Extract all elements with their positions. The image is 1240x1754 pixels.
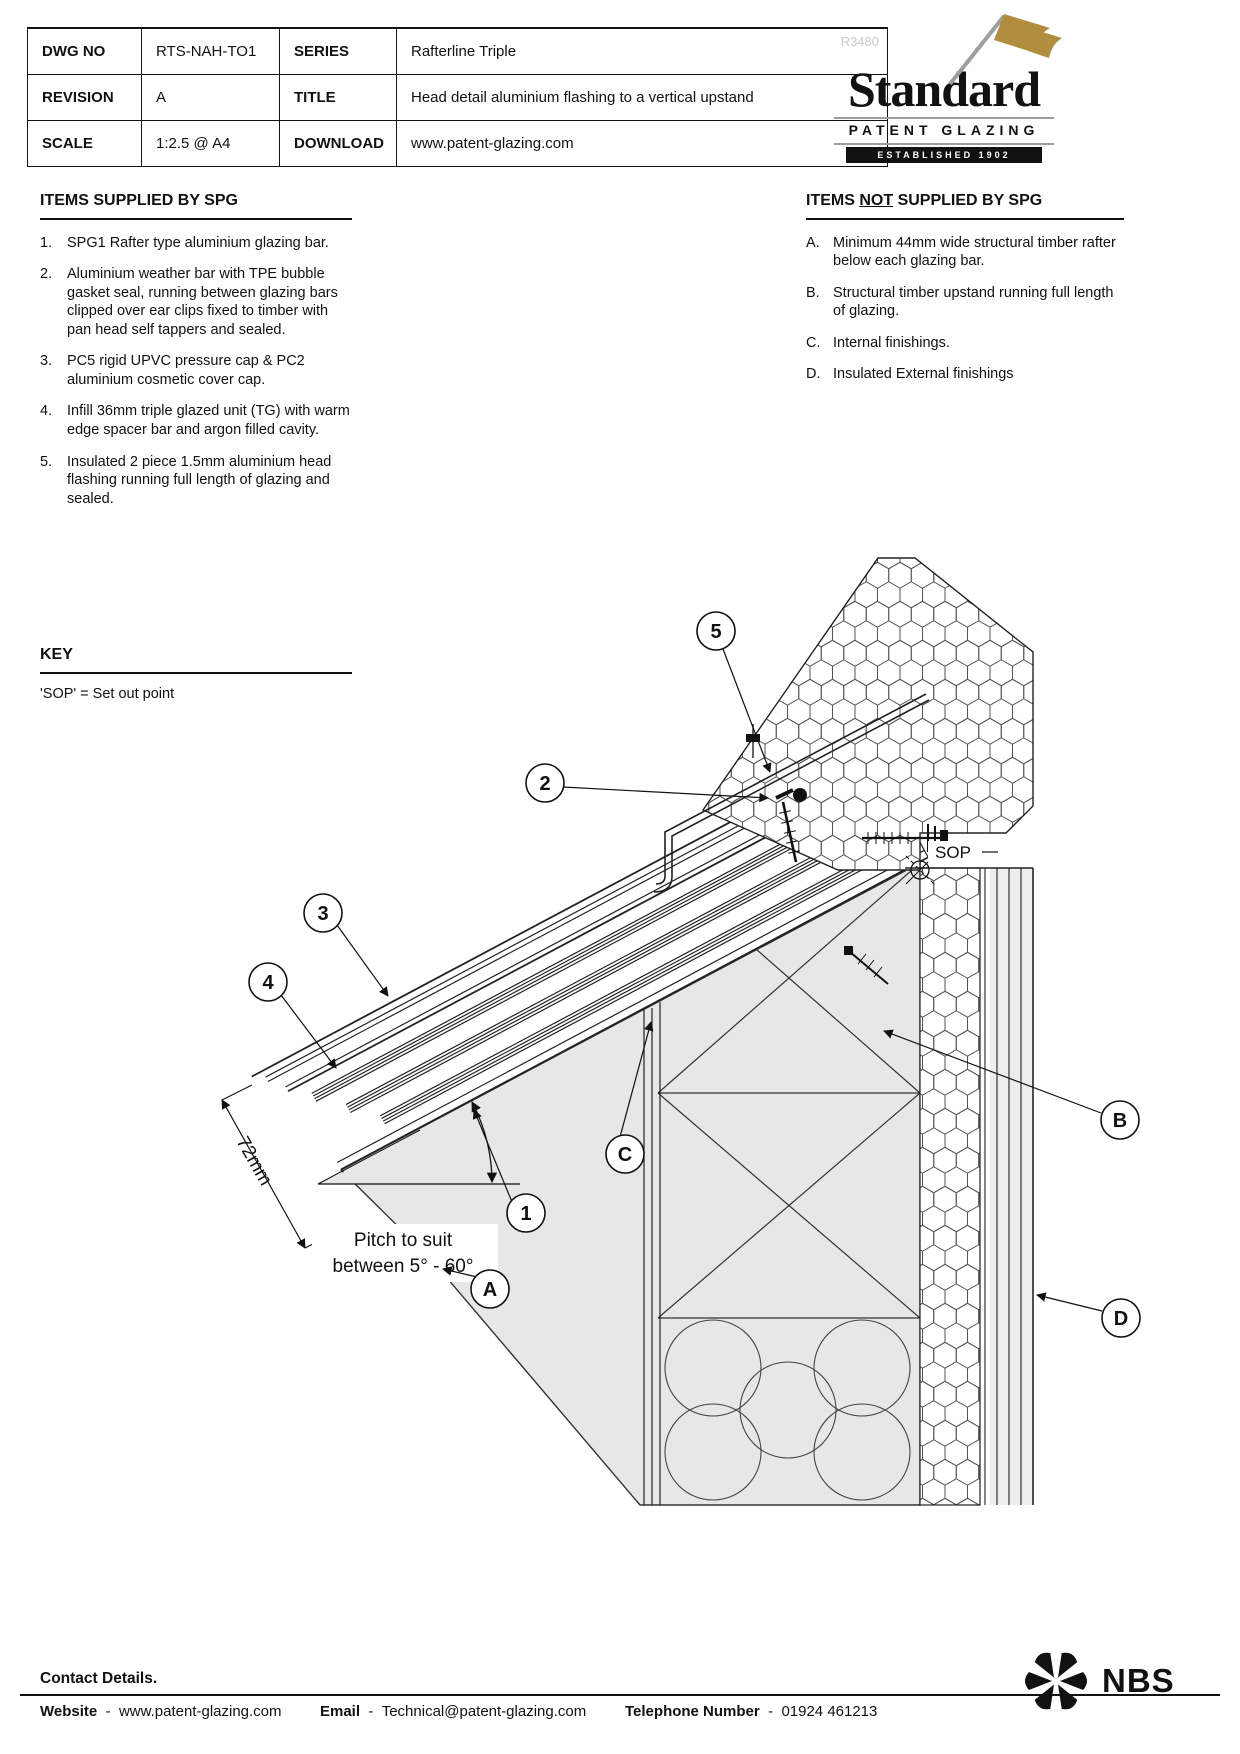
- item-text: Insulated External finishings: [833, 366, 1014, 383]
- callout-bubble-4: [249, 963, 287, 1001]
- item-number: 5.: [40, 453, 53, 470]
- dwg-no-value: RTS-NAH-TO1: [141, 29, 279, 74]
- logo-rule: [834, 117, 1054, 119]
- item-text: Minimum 44mm wide structural timber rafter below each glazing bar.: [833, 234, 1116, 270]
- item-letter: D.: [806, 366, 821, 383]
- logo-established: ESTABLISHED 1902: [846, 147, 1042, 163]
- title-label: TITLE: [279, 75, 396, 120]
- item-number: 4.: [40, 403, 53, 420]
- heading-part-underlined: NOT: [859, 192, 894, 209]
- list-item: [806, 234, 1124, 271]
- email-label: Email: [320, 1703, 361, 1720]
- list-item: [806, 334, 1124, 353]
- svg-text:A: A: [482, 1279, 498, 1301]
- website-label: Website: [40, 1703, 98, 1720]
- leader-D: [1037, 1295, 1102, 1311]
- wall-insulation-strip: [920, 868, 980, 1505]
- phone-label: Telephone Number: [625, 1703, 760, 1720]
- item-letter: B.: [806, 284, 820, 301]
- item-number: 1.: [40, 234, 53, 251]
- dwg-no-label: DWG NO: [42, 43, 106, 60]
- download-value[interactable]: www.patent-glazing.com: [396, 121, 887, 166]
- svg-text:2: 2: [539, 773, 551, 795]
- title-block-row: [28, 120, 887, 166]
- callout-bubble-3: [304, 894, 342, 932]
- contact-details-heading: Contact Details.: [40, 1670, 158, 1687]
- items-not-supplied-heading: [806, 192, 1124, 210]
- title-block: [27, 27, 888, 167]
- item-text: PC5 rigid UPVC pressure cap & PC2 aluminium cosmetic cover cap.: [67, 353, 305, 388]
- watermark: R3480: [840, 34, 879, 49]
- item-text: Structural timber upstand running full length of glazing.: [833, 284, 1114, 320]
- logo-rule: [834, 143, 1054, 145]
- list-item: [40, 352, 352, 389]
- heading-rule: [40, 218, 352, 220]
- revision-label: REVISION: [42, 89, 114, 106]
- heading-rule: [806, 218, 1124, 220]
- svg-text:1: 1: [520, 1203, 532, 1225]
- email-value[interactable]: Technical@patent-glazing.com: [381, 1703, 587, 1720]
- items-supplied-section: [40, 192, 352, 508]
- key-text: 'SOP' = Set out point: [40, 685, 175, 702]
- list-item: [40, 402, 352, 439]
- title-block-row: [28, 28, 887, 74]
- callout-bubble-2: [526, 764, 564, 802]
- separator: -: [768, 1703, 774, 1720]
- footer-email: [320, 1703, 586, 1720]
- bubble-gasket: [793, 788, 807, 802]
- title-value: Head detail aluminium flashing to a vertical upstand: [396, 75, 887, 120]
- item-text: Insulated 2 piece 1.5mm aluminium head flashing running full length of glazing and sealed.: [67, 453, 332, 507]
- item-text: Internal finishings.: [833, 334, 950, 351]
- list-item: [40, 453, 352, 509]
- title-block-row: [28, 74, 887, 120]
- nbs-label: NBS: [1102, 1662, 1175, 1699]
- series-value: Rafterline Triple: [396, 29, 887, 74]
- callout-bubble-5: [697, 612, 735, 650]
- item-number: 2.: [40, 266, 53, 283]
- item-text: SPG1 Rafter type aluminium glazing bar.: [67, 234, 329, 251]
- callout-bubble-B: [1101, 1101, 1139, 1139]
- item-letter: C.: [806, 334, 821, 351]
- separator: -: [368, 1703, 374, 1720]
- series-label: SERIES: [279, 29, 396, 74]
- svg-text:B: B: [1112, 1110, 1128, 1132]
- items-not-supplied-section: [806, 192, 1124, 384]
- key-heading: KEY: [40, 646, 73, 663]
- sop-label: SOP: [935, 843, 971, 862]
- item-text: Infill 36mm triple glazed unit (TG) with warm edge spacer bar and argon filled cavity.: [67, 403, 350, 438]
- nbs-icon: [1020, 1645, 1092, 1717]
- dimension-label: 72mm: [231, 1133, 276, 1190]
- flag-icon: [932, 10, 1064, 86]
- download-label: DOWNLOAD: [279, 121, 396, 166]
- callout-bubble-D: [1102, 1299, 1140, 1337]
- leader-3: [337, 925, 388, 996]
- items-supplied-heading: ITEMS SUPPLIED BY SPG: [40, 192, 238, 209]
- website-value[interactable]: www.patent-glazing.com: [118, 1703, 282, 1720]
- svg-text:C: C: [617, 1144, 633, 1166]
- scale-value: 1:2.5 @ A4: [141, 121, 279, 166]
- footer-website: [40, 1703, 282, 1720]
- list-item: [806, 284, 1124, 321]
- pitch-note-line1: Pitch to suit: [353, 1230, 453, 1251]
- logo-wordmark: Standard: [847, 61, 1041, 117]
- svg-text:3: 3: [317, 903, 329, 925]
- item-letter: A.: [806, 234, 820, 251]
- svg-text:5: 5: [710, 621, 722, 643]
- heading-part: SUPPLIED BY SPG: [893, 192, 1043, 209]
- scale-label: SCALE: [42, 135, 93, 152]
- phone-value: 01924 461213: [781, 1703, 878, 1720]
- item-text: Aluminium weather bar with TPE bubble gasket seal, running between glazing bars clipped over ear clips fixed to timber with pan head self tappers and sealed.: [67, 266, 338, 338]
- svg-text:4: 4: [262, 972, 274, 994]
- item-number: 3.: [40, 353, 53, 370]
- callout-bubble-C: [606, 1135, 644, 1173]
- revision-value: A: [141, 75, 279, 120]
- pitch-note-line2: between 5° - 60°: [332, 1256, 474, 1277]
- footer-phone: [625, 1703, 877, 1720]
- list-item: [40, 265, 352, 339]
- company-logo: [828, 24, 1060, 163]
- callout-bubble-A: [471, 1270, 509, 1308]
- technical-drawing: [0, 530, 1240, 1515]
- list-item: [806, 365, 1124, 384]
- svg-text:D: D: [1113, 1308, 1129, 1330]
- heading-part: ITEMS: [806, 192, 860, 209]
- head-insulation: [703, 558, 1033, 870]
- separator: -: [105, 1703, 111, 1720]
- callout-bubble-1: [507, 1194, 545, 1232]
- list-item: [40, 234, 352, 253]
- logo-subtitle: PATENT GLAZING: [848, 122, 1040, 138]
- nbs-logo: [1020, 1645, 1175, 1717]
